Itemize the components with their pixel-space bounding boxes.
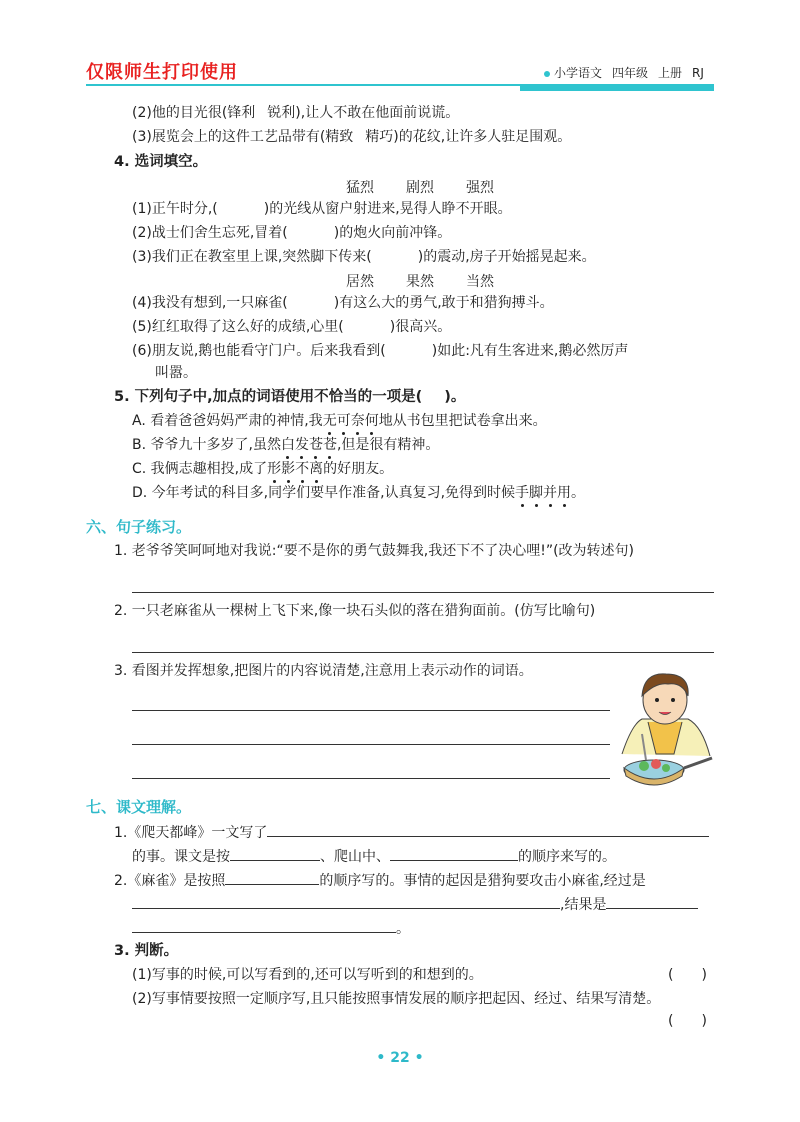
q4-item-3[interactable]: (3)我们正在教室里上课,突然脚下传来( )的震动,房子开始摇晃起来。	[132, 249, 596, 265]
sec7-q2-line2[interactable]: ,结果是	[132, 894, 698, 914]
judge-paren-2[interactable]: ( )	[668, 1013, 707, 1029]
answer-line[interactable]	[132, 652, 714, 653]
header-bar	[520, 84, 714, 91]
answer-line[interactable]	[132, 778, 610, 779]
sec7-q3-item1: (1)写事的时候,可以写看到的,还可以写听到的和想到的。	[132, 967, 483, 983]
q4-item-2[interactable]: (2)战士们舍生忘死,冒着( )的炮火向前冲锋。	[132, 225, 452, 241]
answer-line[interactable]	[132, 592, 714, 593]
q5-option-b[interactable]: B. 爷爷九十多岁了,虽然白发苍苍,但是很有精神。	[132, 437, 440, 453]
q4-item-6-cont: 叫嚣。	[155, 365, 197, 381]
q3-item-2: (2)他的目光很(锋利 锐利),让人不敢在他面前说谎。	[132, 105, 460, 121]
sec7-q3-item2: (2)写事情要按照一定顺序写,且只能按照事情发展的顺序把起因、经过、结果写清楚。	[132, 991, 661, 1007]
page-number: • 22 •	[376, 1050, 424, 1066]
answer-line[interactable]	[132, 744, 610, 745]
sec6-q2: 2. 一只老麻雀从一棵树上飞下来,像一块石头似的落在猎狗面前。(仿写比喻句)	[114, 603, 596, 619]
fill-blank	[267, 822, 709, 837]
q4-item-1[interactable]: (1)正午时分,( )的光线从窗户射进来,晃得人睁不开眼。	[132, 201, 512, 217]
q4-title: 4. 选词填空。	[114, 154, 208, 170]
q4-item-5[interactable]: (5)红红取得了这么好的成绩,心里( )很高兴。	[132, 319, 452, 335]
q4-item-4[interactable]: (4)我没有想到,一只麻雀( )有这么大的勇气,敢于和猎狗搏斗。	[132, 295, 554, 311]
bullet-icon	[544, 71, 550, 77]
header-title: 仅限师生打印使用	[86, 62, 238, 83]
fill-blank	[606, 894, 698, 909]
fill-blank	[390, 846, 518, 861]
answer-line[interactable]	[132, 710, 610, 711]
judge-paren-1[interactable]: ( )	[668, 967, 707, 983]
sec7-q2-line3[interactable]: 。	[132, 918, 410, 938]
sec7-q1-line1[interactable]: 1.《爬天都峰》一文写了	[114, 822, 709, 842]
q4-item-6[interactable]: (6)朋友说,鹅也能看守门户。后来我看到( )如此:凡有生客进来,鹅必然厉声	[132, 343, 629, 359]
q5-option-c[interactable]: C. 我俩志趣相投,成了形影不离的好朋友。	[132, 461, 394, 477]
sec7-q3-title: 3. 判断。	[114, 943, 179, 959]
q5-option-d[interactable]: D. 今年考试的科目多,同学们要早作准备,认真复习,免得到时候手脚并用。	[132, 485, 586, 501]
section-6-title: 六、句子练习。	[86, 518, 192, 536]
q4-words-2: 居然 果然 当然	[346, 274, 494, 290]
fill-blank	[132, 894, 560, 909]
header-info: 小学语文 四年级 上册 RJ	[544, 64, 704, 81]
fill-blank	[225, 870, 319, 885]
q5-option-a[interactable]: A. 看着爸爸妈妈严肃的神情,我无可奈何地从书包里把试卷拿出来。	[132, 413, 547, 429]
q3-item-3: (3)展览会上的这件工艺品带有(精致 精巧)的花纹,让许多人驻足围观。	[132, 129, 572, 145]
section-7-title: 七、课文理解。	[86, 798, 192, 816]
sec7-q2-line1[interactable]: 2.《麻雀》是按照 的顺序写的。事情的起因是猎狗要攻击小麻雀,经过是	[114, 870, 646, 890]
boy-cooking-illustration	[612, 664, 718, 790]
fill-blank	[132, 918, 396, 933]
fill-blank	[230, 846, 320, 861]
sec6-q3: 3. 看图并发挥想象,把图片的内容说清楚,注意用上表示动作的词语。	[114, 663, 533, 679]
q4-words-1: 猛烈 剧烈 强烈	[346, 180, 494, 196]
sec7-q1-line2[interactable]: 的事。课文是按 、爬山中、 的顺序来写的。	[132, 846, 616, 866]
sec6-q1: 1. 老爷爷笑呵呵地对我说:“要不是你的勇气鼓舞我,我还下不了决心哩!”(改为转述句)	[114, 543, 635, 559]
q5-title[interactable]: 5. 下列句子中,加点的词语使用不恰当的一项是( )。	[114, 389, 466, 405]
